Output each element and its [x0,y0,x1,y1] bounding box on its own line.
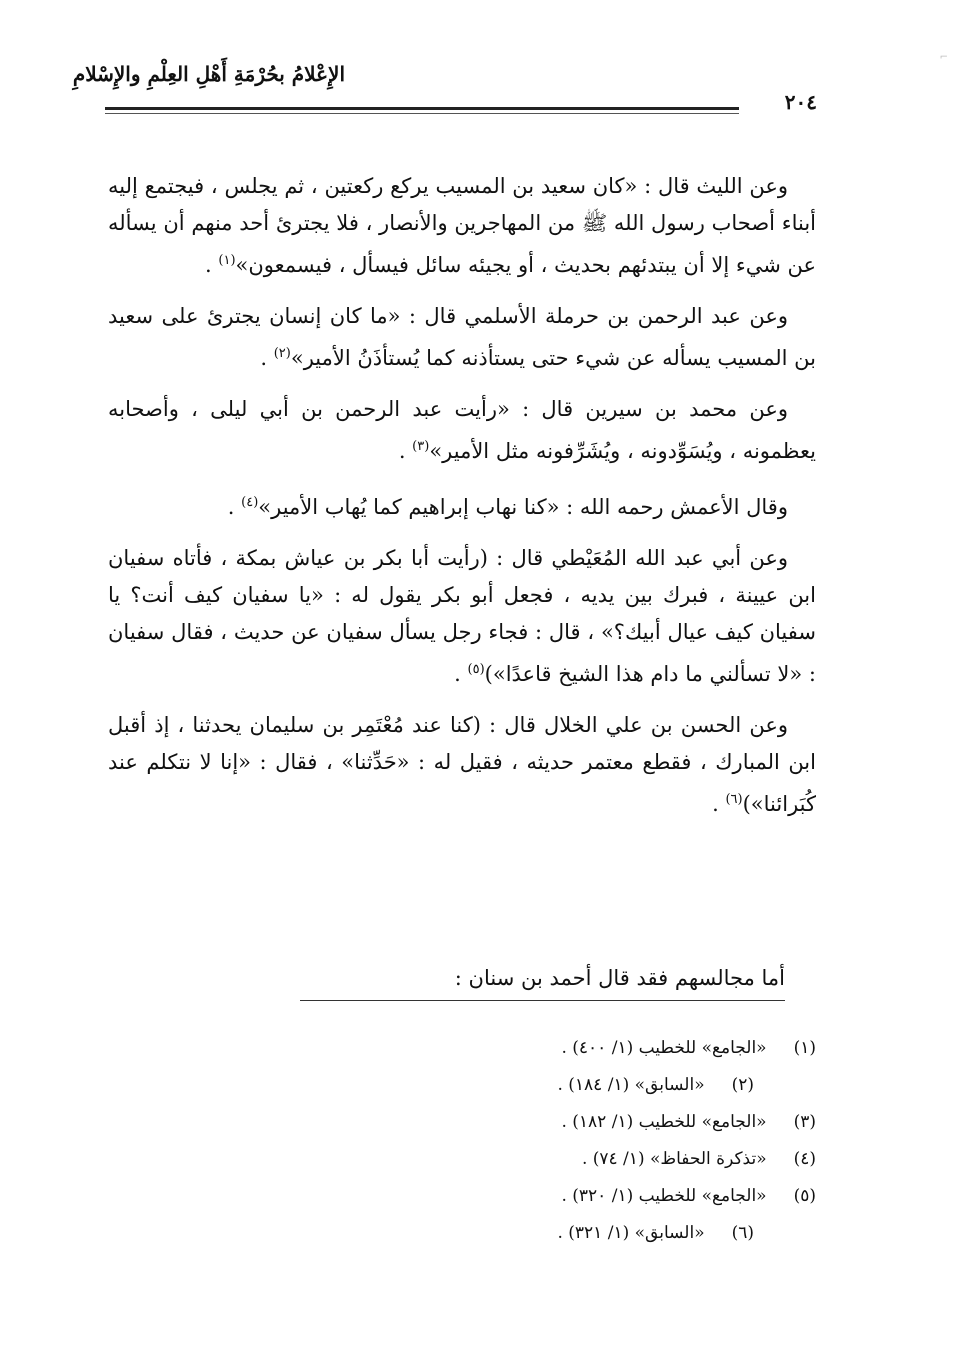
footnote-item [400,1030,816,1067]
footnotes-list [400,1030,816,1252]
footnote-number: (٢) [731,1075,754,1095]
paragraph [108,168,816,284]
paragraph-text: وعن عبد الرحمن بن حرملة الأسلمي قال : «ما كان إنسان يجترئ على سعيد بن المسيب يسأله عن شيء حتى يستأذنه كما يُستأذَنُ الأمير» [108,304,816,370]
footnote-text: «تذكرة الحفاظ» (١/ ٧٤) . [581,1149,767,1169]
footnote-number: (١) [793,1038,816,1058]
running-title: الإِعْلامُ بحُرْمَةِ أَهْلِ العِلْمِ والإِسْلامِ [72,62,345,86]
paragraph [108,391,816,470]
footnote-item [400,1141,816,1178]
footnote-number: (٥) [793,1186,816,1206]
paragraph-end: . [205,253,219,277]
footnote-number: (٦) [731,1223,754,1243]
page-corner-mark: ⌐ [939,52,948,63]
footnote-ref: (٦) [725,792,743,807]
footnote-number: (٤) [793,1149,816,1169]
paragraph [108,484,816,526]
main-text [108,168,816,837]
footnote-item [400,1104,816,1141]
footnote-separator [300,1000,785,1001]
paragraph [108,540,816,693]
paragraph-end: . [454,662,468,686]
header-rule-thin [105,113,739,114]
footnote-text: «السابق» (١/ ١٨٤) . [557,1075,705,1095]
footnote-ref: (٢) [273,346,291,361]
paragraph-end: . [398,439,413,463]
paragraph-text: وعن الليث قال : «كان سعيد بن المسيب يركع ركعتين ، ثم يجلس ، فيجتمع إليه أبناء أصحاب رسول الله ﷺ من المهاجرين والأنصار ، فلا يجترئ أحد منهم أن يسأله عن شيء إلا أن يبتدئهم بحديث ، أو يجيئه سائل فيسأل ، فيسمعون» [108,174,816,277]
paragraph-end: . [712,792,726,816]
paragraph [108,298,816,377]
footnote-ref: (٥) [467,662,485,677]
footnote-text: «الجامع» للخطيب (١/ ١٨٢) . [561,1112,767,1132]
paragraph-end: . [227,495,242,519]
page-number: ٢٠٤ [784,90,817,114]
footnote-item [400,1178,816,1215]
footnote-ref: (٣) [412,439,430,454]
footnote-ref: (١) [218,253,236,268]
footnote-item [400,1067,816,1104]
paragraph-text: وقال الأعمش رحمه الله : «كنا نهاب إبراهيم كما يُهاب الأمير» [258,495,788,519]
footnote-text: «الجامع» للخطيب (١/ ٤٠٠) . [561,1038,767,1058]
footnote-ref: (٤) [241,495,259,510]
paragraph-end: . [260,346,274,370]
paragraph-text: وعن أبي عبد الله المُعَيْطي قال : (رأيت أبا بكر بن عياش بمكة ، فأتاه سفيان ابن عيينة ، فبرك بين يديه ، فجعل أبو بكر يقول له : «يا سفيان كيف أنت؟ يا سفيان كيف عيال أبيك؟» ، قال : فجاء رجل يسأل سفيان عن حديث ، فقال سفيان : «لا تسألني ما دام هذا الشيخ قاعدًا») [108,546,816,686]
header-rule [105,107,739,110]
footnote-text: «الجامع» للخطيب (١/ ٣٢٠) . [561,1186,767,1206]
section-lead-line: أما مجالسهم فقد قال أحمد بن سنان : [454,966,785,990]
paragraph-text: وعن محمد بن سيرين قال : «رأيت عبد الرحمن بن أبي ليلى ، وأصحابه يعظمونه ، ويُسَوِّدونه ، ويُشَرِّفونه مثل الأمير» [108,397,816,463]
footnote-item [400,1215,816,1252]
running-header [72,62,817,120]
paragraph [108,707,816,823]
footnote-number: (٣) [793,1112,816,1132]
footnote-text: «السابق» (١/ ٣٢١) . [557,1223,705,1243]
paragraph-text: وعن الحسن بن علي الخلال قال : (كنا عند مُعْتَمِر بن سليمان يحدثنا ، إذ أقبل ابن المبارك ، فقطع معتمر حديثه ، فقيل له : «حَدِّثنا» ، فقال : «إنا لا نتكلم عند كُبَرائنا») [108,713,816,816]
